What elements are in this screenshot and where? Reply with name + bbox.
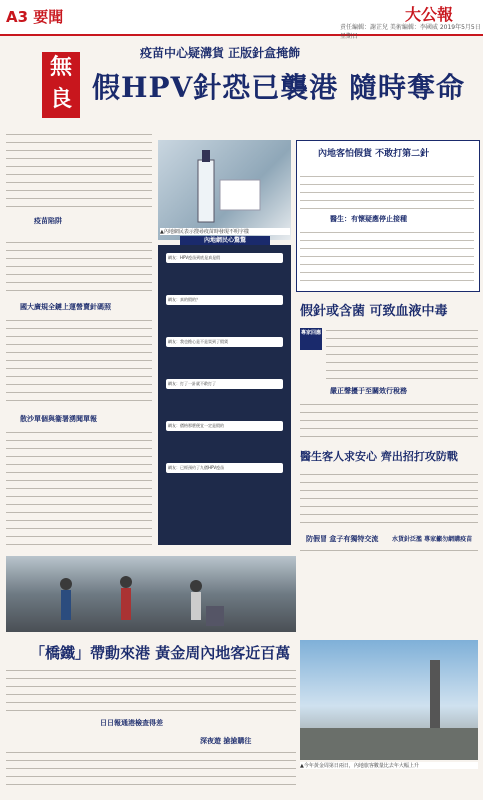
chat-message: 網友：價格那麼便宜一定是假的 xyxy=(166,421,283,431)
bottom-subhead: 深夜遊 搶搶購往 xyxy=(200,737,252,745)
sidebar-body xyxy=(300,172,474,212)
top-headline: 假HPV針恐已襲港 隨時奪命 xyxy=(92,71,465,104)
photo-caption: 內地網民心驚驚 xyxy=(180,236,270,246)
sidebar-title: 內地客怕假貨 不敢打第二針 xyxy=(318,149,430,159)
badge-label: 無良 xyxy=(42,52,80,118)
chat-collage xyxy=(158,245,291,545)
top-subtitle: 疫苗中心疑溝貨 正版針盒掩飾 xyxy=(140,46,301,60)
article-body xyxy=(6,316,152,406)
vaccine-photo xyxy=(158,140,291,240)
bottom-subhead: 日日報通港檢查得差 xyxy=(100,719,163,727)
bottom-body xyxy=(6,666,296,716)
subhead: 疫苗陷阱 xyxy=(34,217,62,225)
lower-body xyxy=(300,470,478,530)
subhead: 國大廣規全鏈上運營賣針碼照 xyxy=(20,303,111,311)
lower-subhead: 防假冒 盒子有獨特交流 xyxy=(306,535,379,543)
article-body xyxy=(6,428,152,546)
syringe-icon xyxy=(158,140,291,240)
chat-message: 網友：真的假的？ xyxy=(166,295,283,305)
expert-tag: 專家回應 xyxy=(300,328,322,350)
lower-headline: 醫生客人求安心 齊出招打攻防戰 xyxy=(300,450,458,463)
statue-icon xyxy=(300,640,478,760)
article-body xyxy=(6,130,152,210)
travellers-icon xyxy=(6,556,296,632)
article-body xyxy=(6,238,152,294)
chat-message: 網友：HPV疫苗到底是真是假 xyxy=(166,253,283,263)
middle-body xyxy=(326,326,478,382)
lower-body xyxy=(300,546,478,558)
middle-headline: 假針或含菌 可致血液中毒 xyxy=(300,304,448,319)
chat-message: 網友：打了一針就不敢打了 xyxy=(166,379,283,389)
subhead: 散沙單個與衞署湧聞單報 xyxy=(20,415,97,423)
harbour-photo xyxy=(300,640,478,760)
lower-subhead: 水貨針泛濫 專家籲勿網購疫苗 xyxy=(392,536,473,543)
bottom-headline: 「橋鐵」帶動來港 黃金周內地客近百萬 xyxy=(30,644,291,662)
crowd-photo xyxy=(6,556,296,632)
chat-message: 網友：我也擔心是不是買到了假貨 xyxy=(166,337,283,347)
middle-body xyxy=(300,400,478,438)
middle-subhead: 嚴正聲擾于至關效行稅務 xyxy=(330,387,407,395)
bottom-photo-caption: ▲今年黃金周第日兩日，內地旅客數量比去年大幅上升 xyxy=(300,762,478,769)
bottom-body xyxy=(6,748,296,792)
paper-logo: 大公報 xyxy=(405,5,454,24)
sidebar-body xyxy=(300,228,474,286)
photo-caption-small: ▲內地網民表示搜尋疫苗時發現不明字樣 xyxy=(160,228,290,235)
section-label: A3 要聞 xyxy=(6,8,64,26)
chat-message: 網友：已經預約了九價HPV疫苗 xyxy=(166,463,283,473)
header-meta: 責任編輯：謝芷兒 美術編輯：李國威 2019年5月5日 星期日 xyxy=(340,24,481,40)
page-header xyxy=(0,0,483,40)
sidebar-subhead: 醫生：有懷疑應停止接種 xyxy=(330,215,407,223)
